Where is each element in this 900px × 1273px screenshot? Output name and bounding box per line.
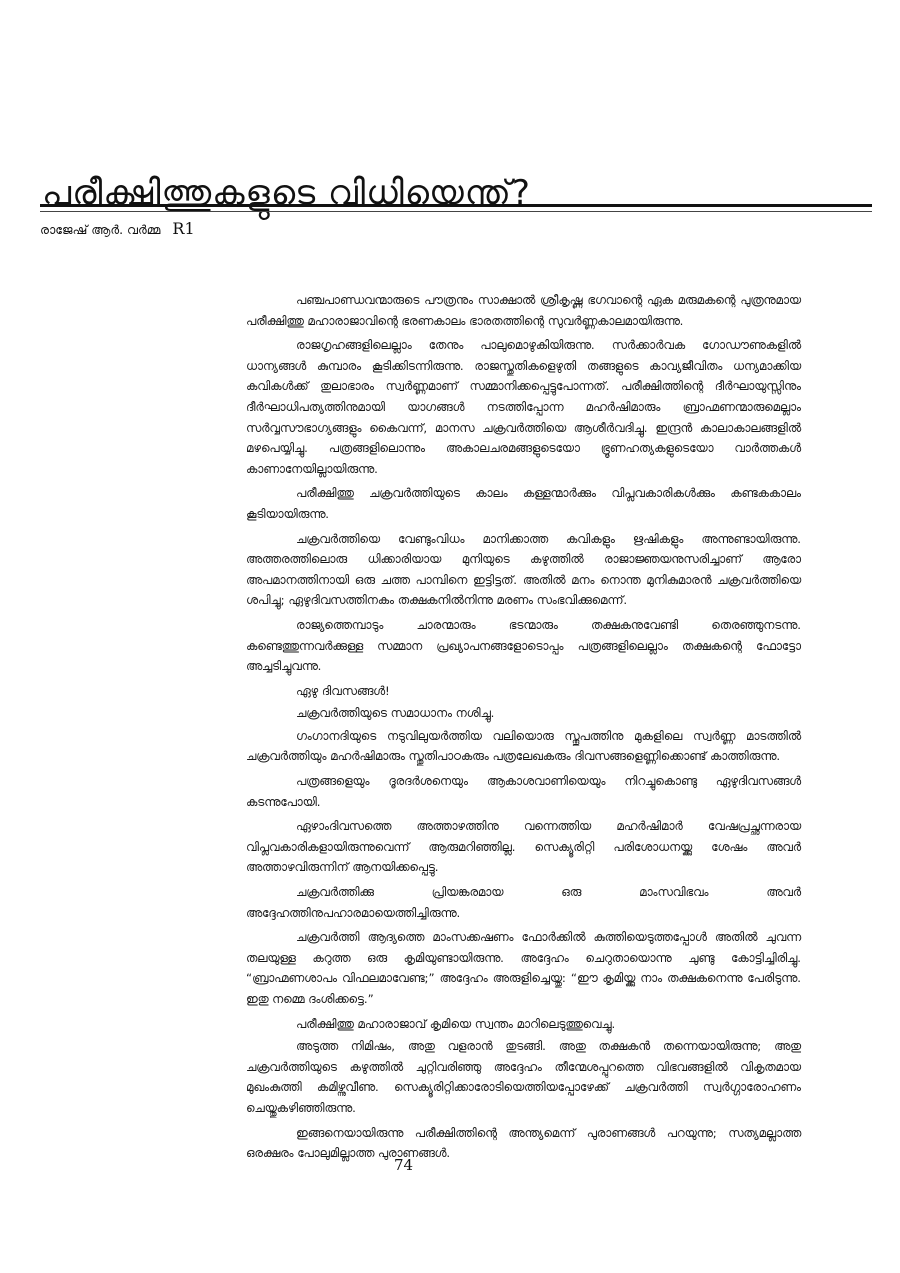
paragraph: അടുത്ത നിമിഷം, അതു വളരാൻ തുടങ്ങി. അതു തക്ഷകൻ തന്നെയായിരുന്നു; അതു ചക്രവർത്തിയുടെ കഴുത്തിൽ ചുറ്റിവരിഞ്ഞു അദ്ദേഹം തീന്മേശപ്പുറത്തെ വിഭവങ്ങളിൽ വികൃതമായ മുഖംകുത്തി കമിഴ്ന്നുവീണു. സെക്യൂരിറ്റിക്കാരോടിയെത്തിയപ്പോഴേക്ക് ചക്രവർത്തി സ്വർഗ്ഗാരോഹണം ചെയ്തുകഴിഞ്ഞിരുന്നു. <box>246 1039 801 1115</box>
paragraph: ഇങ്ങനെയായിരുന്നു പരീക്ഷിത്തിന്റെ അന്ത്യമെന്ന് പുരാണങ്ങൾ പറയുന്നു; സത്യമല്ലാത്ത ഒരക്ഷരം പോലുമില്ലാത്ത പുരാണങ്ങൾ. <box>246 1125 801 1161</box>
paragraph: ചക്രവർത്തിയുടെ സമാധാനം നശിച്ചു. <box>296 706 495 721</box>
paragraph: പരീക്ഷിത്തു ചക്രവർത്തിയുടെ കാലം കള്ളന്മാർക്കും വിപ്ലവകാരികൾക്കും കണ്ടകകാലം കൂടിയായിരുന്നു. <box>246 486 801 521</box>
byline <box>40 219 195 238</box>
paragraph: രാജ്യത്തെമ്പാടും ചാരന്മാരും ഭടന്മാരും തക്ഷകനുവേണ്ടി തെരഞ്ഞുനടന്നു. കണ്ടെത്തുന്നവർക്കുള്ള സമ്മാന പ്രഖ്യാപനങ്ങളോടൊപ്പം പത്രങ്ങളിലെല്ലാം തക്ഷകന്റെ ഫോട്ടോ അച്ചടിച്ചുവന്നു. <box>246 617 801 674</box>
paragraph: ഏഴാംദിവസത്തെ അത്താഴത്തിനു വന്നെത്തിയ മഹർഷിമാർ വേഷപ്രച്ഛന്നരായ വിപ്ലവകാരികളായിരുന്നുവെന്ന് ആരുമറിഞ്ഞില്ല. സെക്യൂരിറ്റി പരിശോധനയ്ക്കു ശേഷം അവർ അത്താഴവിരുന്നിന് ആനയിക്കപ്പെട്ടു. <box>246 819 801 875</box>
paragraph: ചക്രവർത്തിയെ വേണ്ടുംവിധം മാനിക്കാത്ത കവികളും ഋഷികളും അന്നുണ്ടായിരുന്നു. അത്തരത്തിലൊരു ധിക്കാരിയായ മുനിയുടെ കഴുത്തിൽ രാജാജ്ഞയനുസരിച്ചാണ് ആരോ അപമാനത്തിനായി ഒരു ചത്ത പാമ്പിനെ ഇട്ടിട്ടത്. അതിൽ മനം നൊന്ത മുനികുമാരൻ ചക്രവർത്തിയെ ശപിച്ചു; ഏഴുദിവസത്തിനകം തക്ഷകനിൽനിന്നു മരണം സംഭവിക്കുമെന്ന്. <box>246 531 801 608</box>
handwritten-annotation: R1 <box>172 219 195 238</box>
paragraph: രാജഗൃഹങ്ങളിലെല്ലാം തേനും പാലുമൊഴുകിയിരുന്നു. സർക്കാർവക ഗോഡൗണുകളിൽ ധാന്യങ്ങൾ കുമ്പാരം കൂടിക്കിടന്നിരുന്നു. രാജസ്തുതികളെഴുതി തങ്ങളുടെ കാവ്യജീവിതം ധന്യമാക്കിയ കവികൾക്ക് തുലാഭാരം സ്വർണ്ണമാണ് സമ്മാനിക്കപ്പെട്ടുപോന്നത്. പരീക്ഷിത്തിന്റെ ദീർഘായുസ്സിനും ദീർഘാധിപത്യത്തിനുമായി യാഗങ്ങൾ നടത്തിപ്പോന്ന മഹർഷിമാരും ബ്രാഹ്മണന്മാരുമെല്ലാം സർവ്വസൗഭാഗ്യങ്ങളും കൈവന്ന്, മാനസ ചക്രവർത്തിയെ ആശീർവദിച്ചു. ഇന്ദ്രൻ കാലാകാലങ്ങളിൽ മഴപെയ്യിച്ചു. പത്രങ്ങളിലൊന്നും അകാലചരമങ്ങളുടെയോ ഭ്രൂണഹത്യകളുടെയോ വാർത്തകൾ കാണാനേയില്ലായിരുന്നു. <box>246 338 801 476</box>
paragraph: ഏഴു ദിവസങ്ങൾ! <box>296 683 390 698</box>
page-number: 74 <box>394 1156 414 1174</box>
paragraph: പത്രങ്ങളെയും ദൂരദർശനെയും ആകാശവാണിയെയും നിറച്ചുകൊണ്ടു ഏഴുദിവസങ്ങൾ കടന്നുപോയി. <box>246 774 801 809</box>
article-title: പരീക്ഷിത്തുകളുടെ വിധിയെന്ത്? <box>42 172 531 213</box>
paragraph: ഗംഗാനദിയുടെ നടുവിലുയർത്തിയ വലിയൊരു സ്തൂപത്തിനു മുകളിലെ സ്വർണ്ണ മാടത്തിൽ ചക്രവർത്തിയും മഹർഷിമാരും സ്തുതിപാഠകരും പത്രലേഖകരും ദിവസങ്ങളെണ്ണിക്കൊണ്ട് കാത്തിരുന്നു. <box>246 728 801 764</box>
paragraph: പഞ്ചപാണ്ഡവന്മാരുടെ പൗത്രനും സാക്ഷാൽ ശ്രീകൃഷ്ണ ഭഗവാന്റെ ഏക മരുമകന്റെ പുത്രനുമായ പരീക്ഷിത്തു മഹാരാജാവിന്റെ ഭരണകാലം ഭാരതത്തിന്റെ സുവർണ്ണകാലമായിരുന്നു. <box>246 293 801 328</box>
article-body <box>246 290 801 1168</box>
paragraph: പരീക്ഷിത്തു മഹാരാജാവ് കൃമിയെ സ്വന്തം മാറിലെടുത്തുവെച്ചു. <box>296 1016 616 1031</box>
paragraph: ചക്രവർത്തി ആദ്യത്തെ മാംസക്കഷണം ഫോർക്കിൽ കുത്തിയെടുത്തപ്പോൾ അതിൽ ചുവന്ന തലയുള്ള കറുത്ത ഒരു കൃമിയുണ്ടായിരുന്നു. അദ്ദേഹം ചെറുതായൊന്നു ചുണ്ടു കോട്ടിച്ചിരിച്ചു. “ബ്രാഹ്മണശാപം വിഫലമാവേണ്ട;” അദ്ദേഹം അരുളിച്ചെയ്തു: “ഈ കൃമിയ്ക്കു നാം തക്ഷകനെന്നു പേരിടുന്നു. ഇതു നമ്മെ ദംശിക്കട്ടെ.” <box>246 930 801 1006</box>
paragraph: ചക്രവർത്തിക്കു പ്രിയങ്കരമായ ഒരു മാംസവിഭവം അവർ അദ്ദേഹത്തിനുപഹാരമായെത്തിച്ചിരുന്നു. <box>246 885 801 920</box>
author-name: രാജേഷ് ആർ. വർമ്മ <box>40 222 161 237</box>
title-divider <box>40 204 872 212</box>
